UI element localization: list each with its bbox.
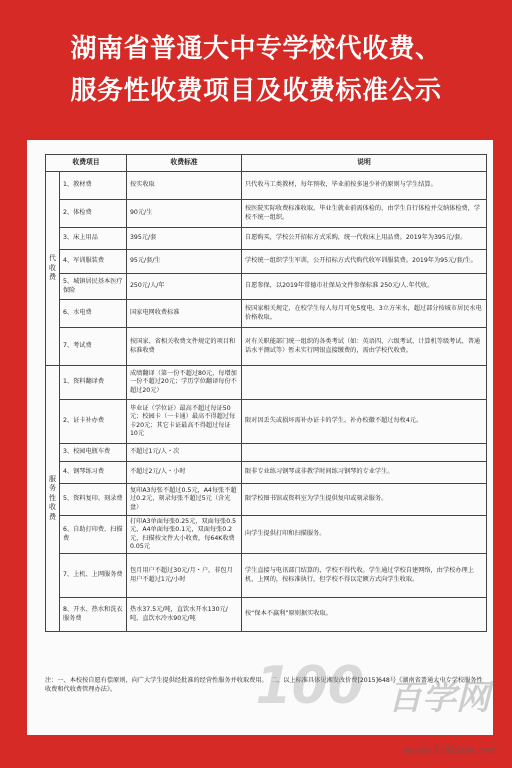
cell-item: 2、体检费	[60, 200, 127, 228]
cell-note	[242, 444, 487, 462]
cell-item: 4、钢琴练习费	[60, 462, 127, 484]
cell-note: 自愿参保，以2019年常德市社保局文件参保标准 250元/人.年代收。	[242, 274, 487, 300]
cell-note: 限非专业练习钢琴或非教学时间练习钢琴的专业学生。	[242, 462, 487, 484]
page-title-line-1: 湖南省普通大中专学校代收费、	[70, 34, 442, 64]
cell-note: 按医院实际收费标准收取。毕业生就业前需体检的，由学生自行体检并交纳体检费，学校不统一组织。	[242, 200, 487, 228]
cell-standard: 热水37.5元/吨，直饮水开水130元/吨，直饮水冷水90元/吨	[127, 598, 242, 632]
table-body	[46, 172, 487, 632]
cell-standard: 90元/生	[127, 200, 242, 228]
cell-item: 4、军训服装费	[60, 250, 127, 274]
table-row	[46, 274, 487, 300]
header-standard: 收费标准	[127, 155, 242, 172]
page-title-line-2: 服务性收费项目及收费标准公示	[70, 76, 442, 106]
table-row	[46, 328, 487, 366]
table-row	[46, 444, 487, 462]
cell-standard: 按国家、省相关收费文件规定的项目和标准收费	[127, 328, 242, 366]
cell-note: 限对因丢失或损坏需补办证卡的学生。补办校徽不超过每枚4元。	[242, 400, 487, 444]
watermark-url: www.100xue.net	[403, 744, 496, 757]
cell-item: 7、考试费	[60, 328, 127, 366]
watermark-brand: 百学网	[388, 678, 490, 718]
title-area	[0, 0, 512, 140]
notice-sheet	[27, 140, 493, 735]
cell-item: 3、床上用品	[60, 228, 127, 250]
cell-note: 自愿购买，学校公开招标方式采购，统一代收床上用品费。2019年为395元/套。	[242, 228, 487, 250]
table-header-row	[46, 155, 487, 172]
cell-note: 学校统一组织学生军训，公开招标方式代购代收军训服装费。2019年为95元/套/生。	[242, 250, 487, 274]
category-cell: 服务性收费	[46, 366, 60, 632]
cell-standard: 成绩翻译（第一份不超过80元，每增加一份不超过20元；学历学位翻译每份不超过20元）	[127, 366, 242, 400]
cell-item: 5、城镇居民基本医疗保险	[60, 274, 127, 300]
cell-note: 限学校图书馆或资料室为学生提供复印或刻录服务。	[242, 484, 487, 516]
fee-table	[45, 154, 487, 632]
table-row	[46, 172, 487, 200]
table-row	[46, 200, 487, 228]
cell-standard: 95元/套/生	[127, 250, 242, 274]
cell-item: 8、开水、热水和洗衣服务费	[60, 598, 127, 632]
cell-note: 按“保本不赢利”原则据实收取。	[242, 598, 487, 632]
cell-note: 向学生提供打印和扫描服务。	[242, 516, 487, 554]
table-row	[46, 250, 487, 274]
category-cell: 代收费	[46, 172, 60, 366]
header-note: 说明	[242, 155, 487, 172]
table-row	[46, 554, 487, 598]
cell-item: 2、证卡补办费	[60, 400, 127, 444]
cell-standard: 打印A3单面每张0.25元，双面每张0.5元，A4单面每张0.1元，双面每张0.2元，扫描按文件大小收费，每64K收费0.05元	[127, 516, 242, 554]
cell-note: 对有关职能部门统一组织的各类考试（如：英语四、六级考试、计算机等级考试、普通话水平测试等）暂未实行网银直接缴费的，需由学校代收费。	[242, 328, 487, 366]
cell-standard: 包月用户不超过30元/月・户，非包月用户不超过1元/小时	[127, 554, 242, 598]
table-row	[46, 484, 487, 516]
watermark-number: 100	[255, 656, 364, 716]
table-row	[46, 598, 487, 632]
cell-standard: 不超过2元/人・小时	[127, 462, 242, 484]
header-item: 收费项目	[46, 155, 127, 172]
cell-note: 学生直接与电讯部门结算的，学校不得代收。学生通过学校自建网络，由学校办理上机、上网的，按标准执行，但学校不得以定额方式向学生收取。	[242, 554, 487, 598]
table-row	[46, 300, 487, 328]
cell-item: 3、校园电瓶车费	[60, 444, 127, 462]
table-row	[46, 228, 487, 250]
cell-item: 1、教材费	[60, 172, 127, 200]
cell-standard: 250元/人/年	[127, 274, 242, 300]
table-row	[46, 516, 487, 554]
footnote: 注：一、本校按自愿有偿原则，向广大学生提供经批准的经营性服务并收取费用。 二、以上标准具体见湘发改价费[2015]648号《湖南省普通大中专学校服务性收费和代收费管理办法》。	[45, 677, 483, 694]
cell-item: 1、资料翻译费	[60, 366, 127, 400]
cell-standard: 不超过1元/人・次	[127, 444, 242, 462]
cell-note: 按国家相关规定，在校学生每人每月可免5度电、3立方米水，超过部分按城市居民水电价格收取。	[242, 300, 487, 328]
cell-note: 只代收马工类教材，每年预收，毕业前按多退少补的原则与学生结算。	[242, 172, 487, 200]
cell-item: 5、资料复印、刻录费	[60, 484, 127, 516]
cell-standard: 复印A3每张不超过0.5元，A4每张不超过0.2元，刻录每张不超过5元（含光盘）	[127, 484, 242, 516]
cell-item: 7、上机、上网服务费	[60, 554, 127, 598]
cell-standard: 395元/套	[127, 228, 242, 250]
cell-standard: 国家电网收费标准	[127, 300, 242, 328]
cell-item: 6、水电费	[60, 300, 127, 328]
cell-item: 6、自助打印费、扫描费	[60, 516, 127, 554]
table-row	[46, 462, 487, 484]
cell-standard: 毕业证（学位证）最高不超过每证50元；校园卡（一卡通）最高不得超过每卡20元；其它卡证最高不得超过每证10元	[127, 400, 242, 444]
cell-note	[242, 366, 487, 400]
cell-standard: 按实收取	[127, 172, 242, 200]
table-row	[46, 400, 487, 444]
table-row	[46, 366, 487, 400]
